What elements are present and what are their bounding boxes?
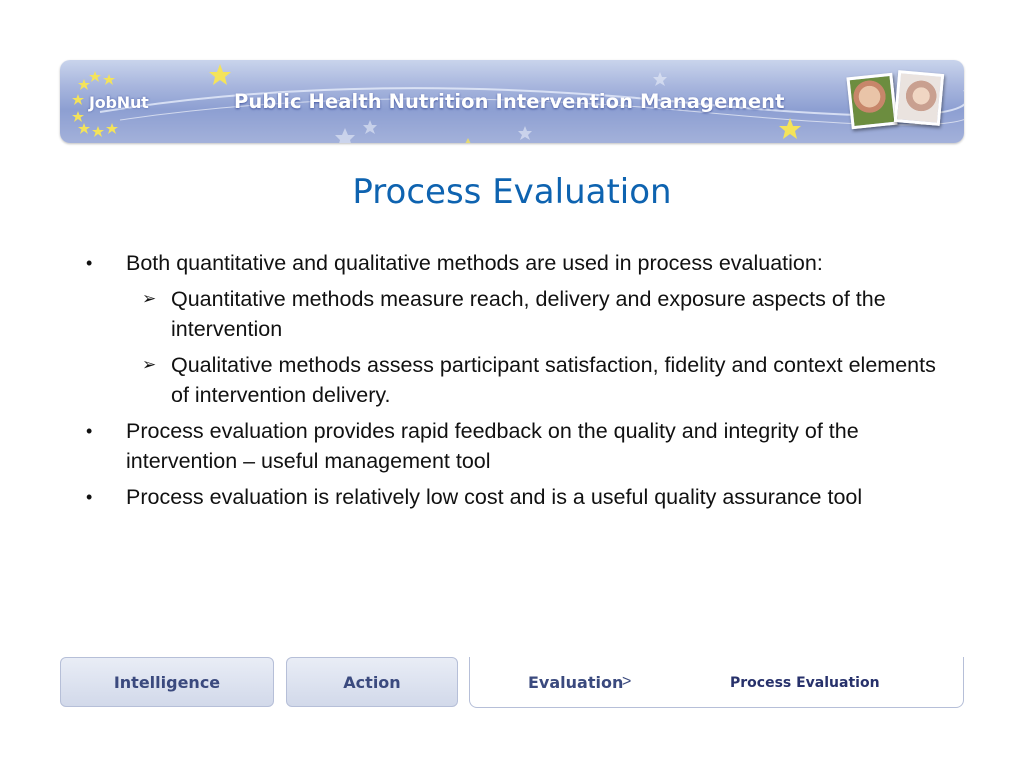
- arrow-bullet-icon: ➢: [142, 289, 157, 308]
- tab-evaluation[interactable]: [469, 657, 964, 708]
- bullet-text: Process evaluation provides rapid feedback on the quality and integrity of the intervention – useful management tool: [126, 419, 859, 473]
- chevron-right-icon: >: [622, 673, 632, 690]
- bullet-text: Process evaluation is relatively low cost and is a useful quality assurance tool: [126, 485, 863, 509]
- tab-intelligence[interactable]: Intelligence: [60, 657, 274, 707]
- sub-bullet-item: [86, 284, 946, 344]
- sub-bullet-item: [86, 350, 946, 410]
- bullet-marker: •: [86, 253, 93, 273]
- bullet-item: [86, 482, 946, 512]
- sub-bullet-text: Qualitative methods assess participant satisfaction, fidelity and context elements of intervention delivery.: [171, 353, 936, 407]
- current-page-label: Process Evaluation: [730, 675, 880, 691]
- bullet-item: [86, 248, 946, 278]
- bullet-item: [86, 416, 946, 476]
- bullet-marker: •: [86, 421, 93, 441]
- logo-text: JobNut: [89, 93, 149, 112]
- child-photo-image: [846, 73, 897, 130]
- bullet-text: Both quantitative and qualitative methods are used in process evaluation:: [126, 251, 823, 275]
- slide-content: [86, 248, 946, 518]
- tab-action[interactable]: Action: [286, 657, 458, 707]
- sub-bullet-text: Quantitative methods measure reach, delivery and exposure aspects of the intervention: [171, 287, 886, 341]
- arrow-bullet-icon: ➢: [142, 355, 157, 374]
- tab-evaluation-label: Evaluation: [528, 673, 624, 692]
- mother-baby-photo-image: [894, 70, 944, 126]
- header-banner: [60, 60, 964, 143]
- banner-title: Public Health Nutrition Intervention Management: [234, 90, 785, 113]
- slide-title: Process Evaluation: [352, 172, 672, 212]
- bullet-marker: •: [86, 487, 93, 507]
